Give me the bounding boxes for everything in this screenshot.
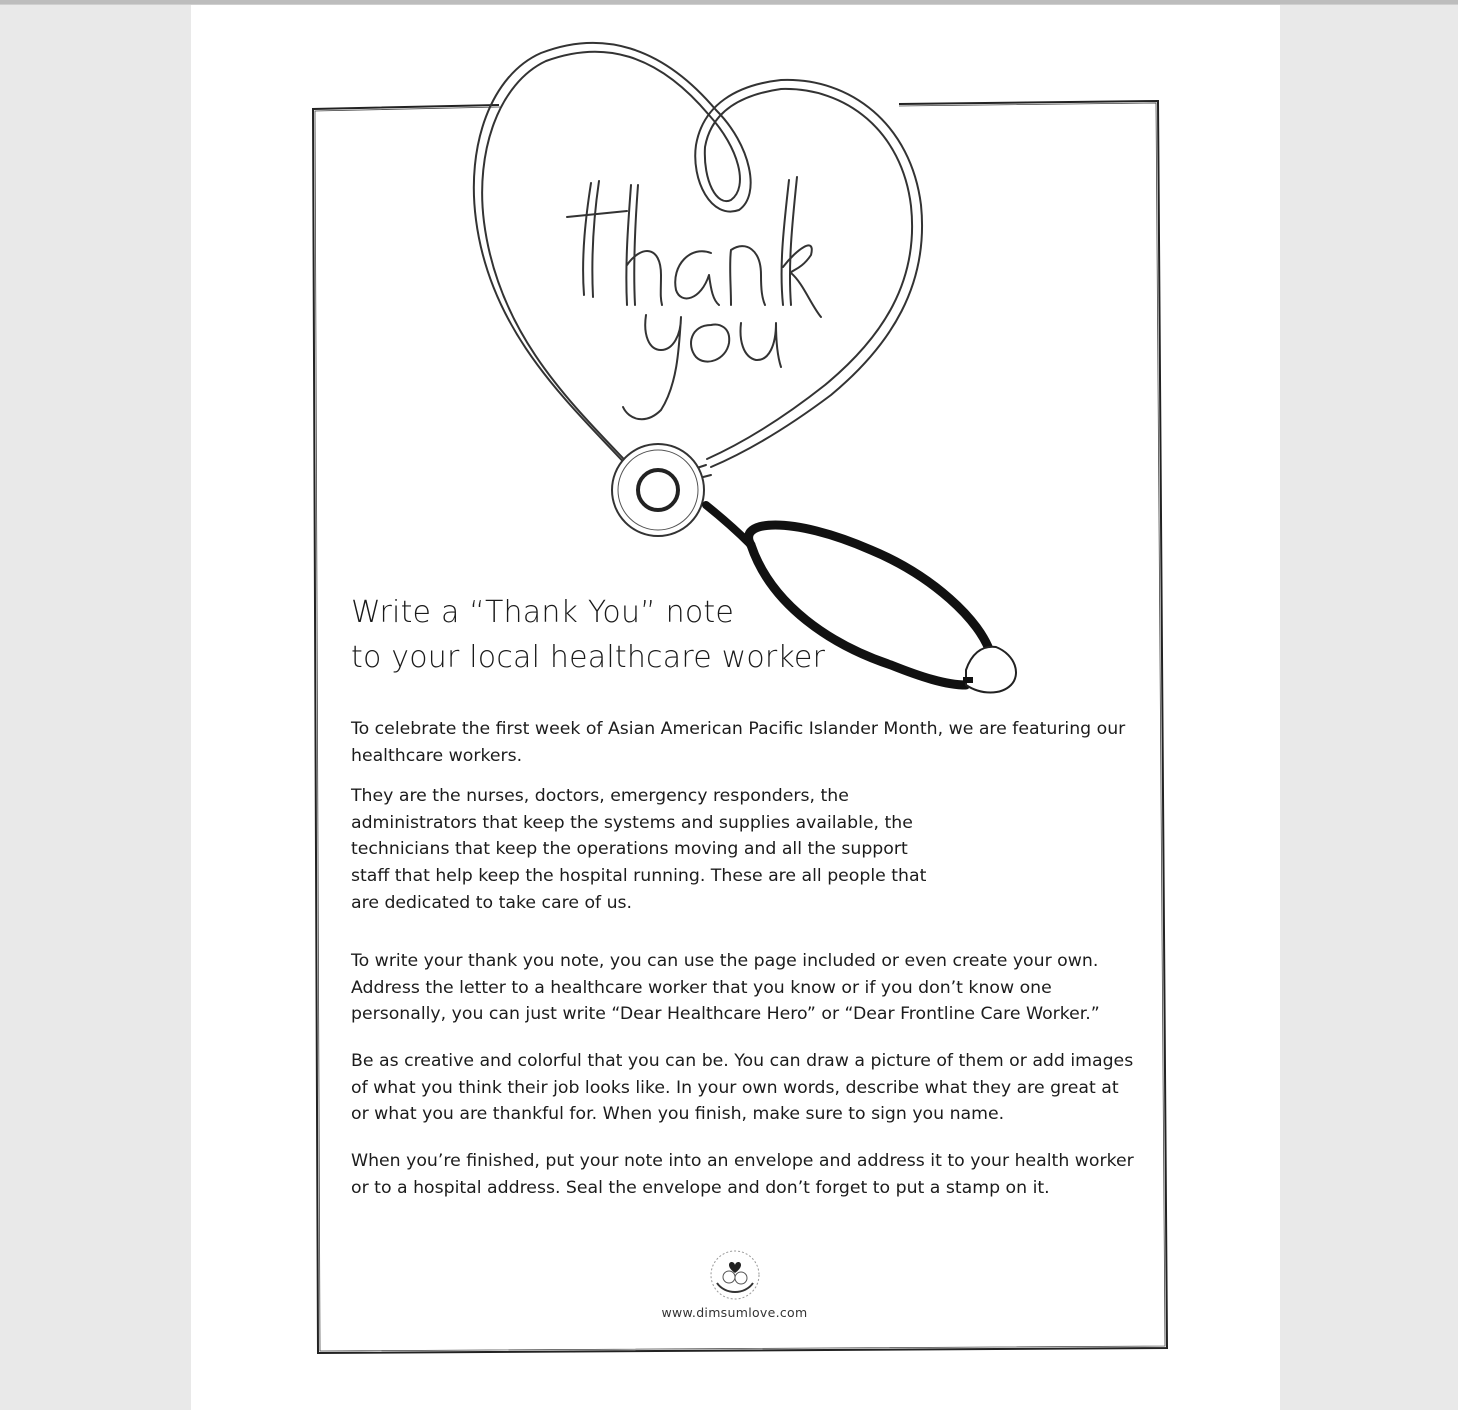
intro-paragraph [351,716,1131,769]
heading-line-2: to your local healthcare worker [351,640,826,675]
paragraph-text: They are the nurses, doctors, emergency responders, the administrators that keep the systems and supplies available, the technicians that keep the operations moving and all the support staff that help keep the hospital running. These are all people that are dedicated to take care of us. [351,786,927,913]
dimsumlove-logo-icon [707,1247,763,1303]
instructions-paragraph [351,948,1141,1028]
website-url: www.dimsumlove.com [661,1305,808,1320]
page-heading [351,590,911,680]
paragraph-text: When you’re finished, put your note into an envelope and address it to your health worker or to a hospital address. Seal the envelope and don’t forget to put a stamp on it. [351,1151,1134,1198]
paragraph-text: To write your thank you note, you can use the page included or even create your own. Address the letter to a healthcare worker that you know or if you don’t know one personally, you can just write “Dear Healthcare Hero” or “Dear Frontline Care Worker.” [351,951,1100,1025]
heading-line-1: Write a “Thank You” note [351,595,735,630]
workers-paragraph [351,783,951,917]
paragraph-text: Be as creative and colorful that you can be. You can draw a picture of them or add images of what you think their job looks like. In your own words, describe what they are great at or what you are thankful for. When you finish, make sure to sign you name. [351,1051,1134,1125]
creative-paragraph [351,1048,1141,1128]
finish-paragraph [351,1148,1141,1201]
paragraph-text: To celebrate the first week of Asian American Pacific Islander Month, we are featuring our healthcare workers. [351,719,1126,766]
document-page [191,5,1280,1410]
